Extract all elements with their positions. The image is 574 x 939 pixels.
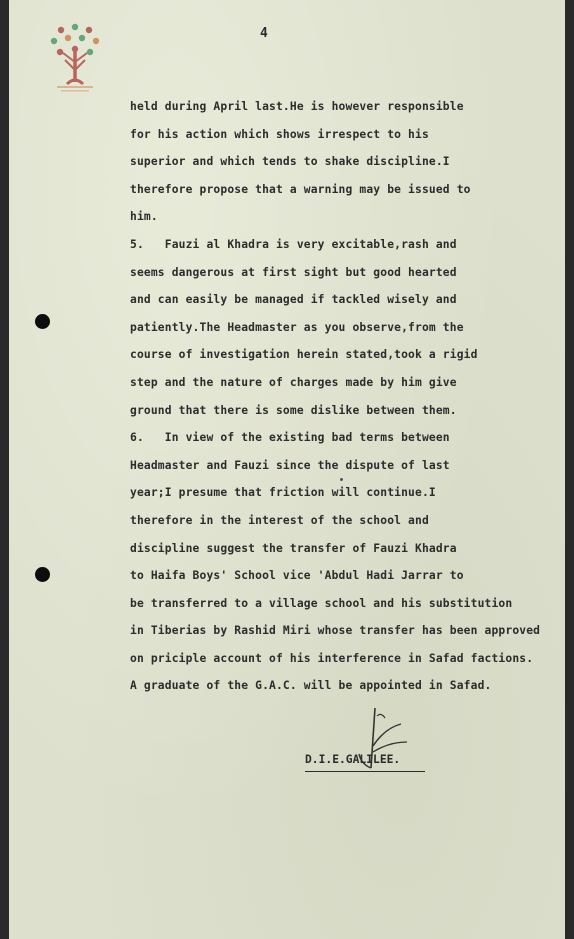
text-line: ground that there is some dislike between them. (130, 403, 457, 417)
signature-block (303, 706, 443, 786)
text-line: and can easily be managed if tackled wisely and (130, 293, 457, 307)
text-line: therefore in the interest of the school and (130, 513, 429, 527)
punch-hole (35, 567, 50, 582)
text-line: seems dangerous at first sight but good hearted (130, 265, 457, 279)
text-line: him. (130, 210, 158, 224)
text-line: discipline suggest the transfer of Fauzi Khadra (130, 541, 457, 555)
tree-logo-icon (45, 22, 105, 94)
letter-body (130, 93, 560, 700)
text-line: on priciple account of his interference in Safad factions. (130, 651, 534, 665)
ink-dot (340, 478, 343, 481)
text-line: for his action which shows irrespect to his (130, 127, 429, 141)
text-line: superior and which tends to shake discipline.I (130, 155, 450, 169)
text-line: patiently.The Headmaster as you observe,from the (130, 320, 464, 334)
signatory-title: D.I.E.GALILEE. (305, 753, 401, 766)
signature-underline (305, 771, 425, 772)
text-line: 5. Fauzi al Khadra is very excitable,rash and (130, 237, 457, 251)
text-line: therefore propose that a warning may be issued to (130, 182, 471, 196)
text-line: Headmaster and Fauzi since the dispute of last (130, 458, 450, 472)
text-line: 6. In view of the existing bad terms between (130, 431, 450, 445)
punch-hole (35, 314, 50, 329)
text-line: step and the nature of charges made by him give (130, 375, 457, 389)
text-line: be transferred to a village school and his substitution (130, 596, 513, 610)
text-line: A graduate of the G.A.C. will be appointed in Safad. (130, 679, 492, 693)
text-line: held during April last.He is however responsible (130, 100, 464, 113)
text-line: in Tiberias by Rashid Miri whose transfer has been approved (130, 624, 541, 638)
text-line: to Haifa Boys' School vice 'Abdul Hadi Jarrar to (130, 569, 464, 583)
text-line: course of investigation herein stated,took a rigid (130, 348, 478, 362)
document-page (9, 0, 565, 939)
page-number: 4 (260, 26, 268, 41)
text-line: year;I presume that friction will continue.I (130, 486, 436, 500)
